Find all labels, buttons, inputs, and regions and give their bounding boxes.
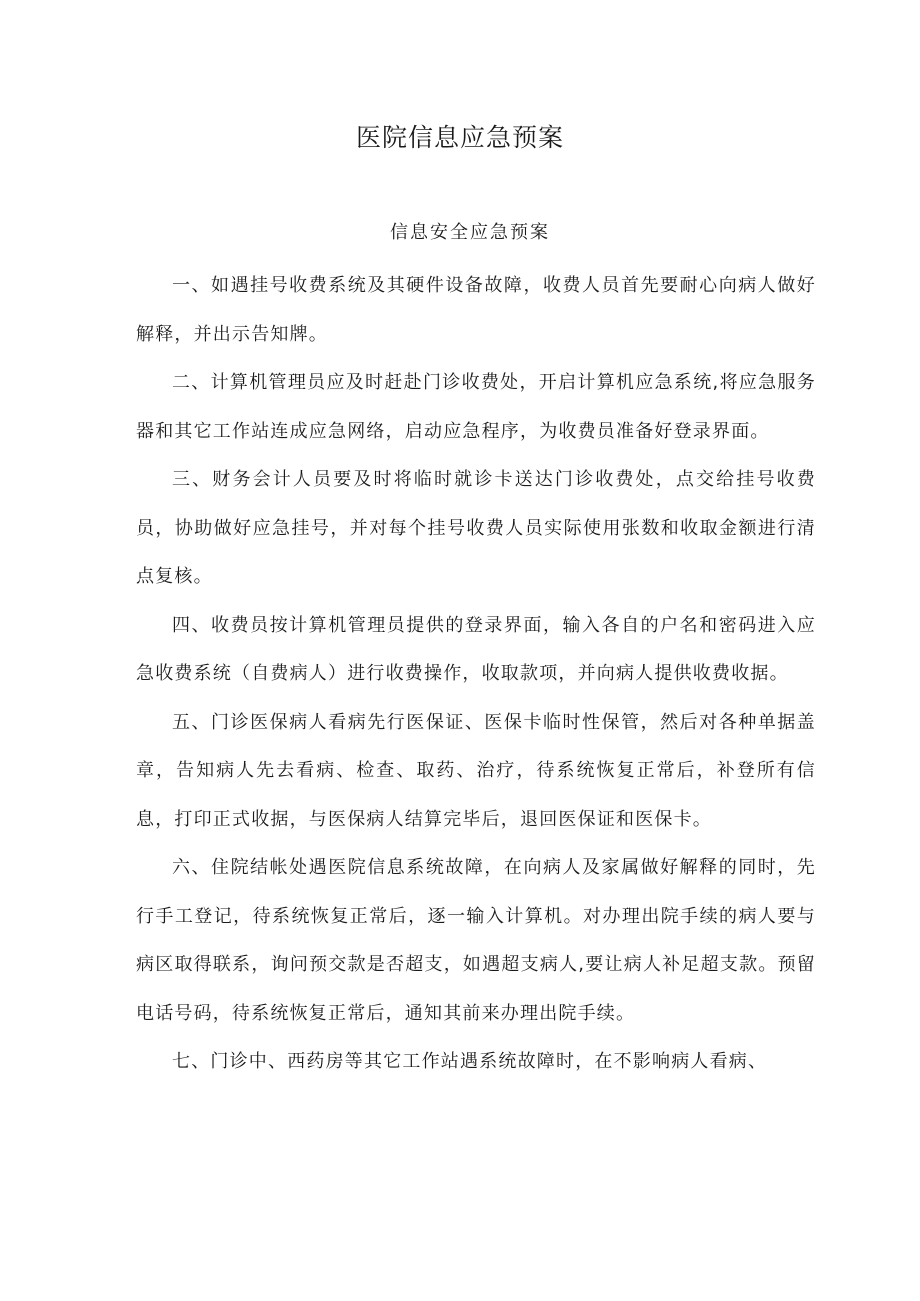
paragraph-1: 一、如遇挂号收费系统及其硬件设备故障，收费人员首先要耐心向病人做好解释，并出示告知牌。: [136, 275, 816, 345]
paragraph-5: 五、门诊医保病人看病先行医保证、医保卡临时性保管，然后对各种单据盖章，告知病人先去看病、检查、取药、治疗，待系统恢复正常后，补登所有信息，打印正式收据，与医保病人结算完毕后，退回医保证和医保卡。: [136, 711, 816, 830]
paragraph-4: 四、收费员按计算机管理员提供的登录界面，输入各自的户名和密码进入应急收费系统（自费病人）进行收费操作，收取款项，并向病人提供收费收据。: [136, 614, 816, 684]
paragraph-7: 七、门诊中、西药房等其它工作站遇系统故障时，在不影响病人看病、: [172, 1051, 768, 1072]
paragraph-3: 三、财务会计人员要及时将临时就诊卡送达门诊收费处，点交给挂号收费员，协助做好应急挂号，并对每个挂号收费人员实际使用张数和收取金额进行清点复核。: [136, 469, 816, 587]
paragraph-6: 六、住院结帐处遇医院信息系统故障，在向病人及家属做好解释的同时，先行手工登记，待系统恢复正常后，逐一输入计算机。对办理出院手续的病人要与病区取得联系，询问预交款是否超支，如遇超支病人,要让病人补足超支款。预留电话号码，待系统恢复正常后，通知其前来办理出院手续。: [136, 857, 816, 1024]
document-title: 医院信息应急预案: [355, 123, 564, 152]
document-body: [136, 262, 816, 1087]
section-title: 信息安全应急预案: [390, 222, 550, 243]
paragraph-2: 二、计算机管理员应及时赶赴门诊收费处，开启计算机应急系统,将应急服务器和其它工作站连成应急网络，启动应急程序，为收费员准备好登录界面。: [136, 372, 816, 442]
